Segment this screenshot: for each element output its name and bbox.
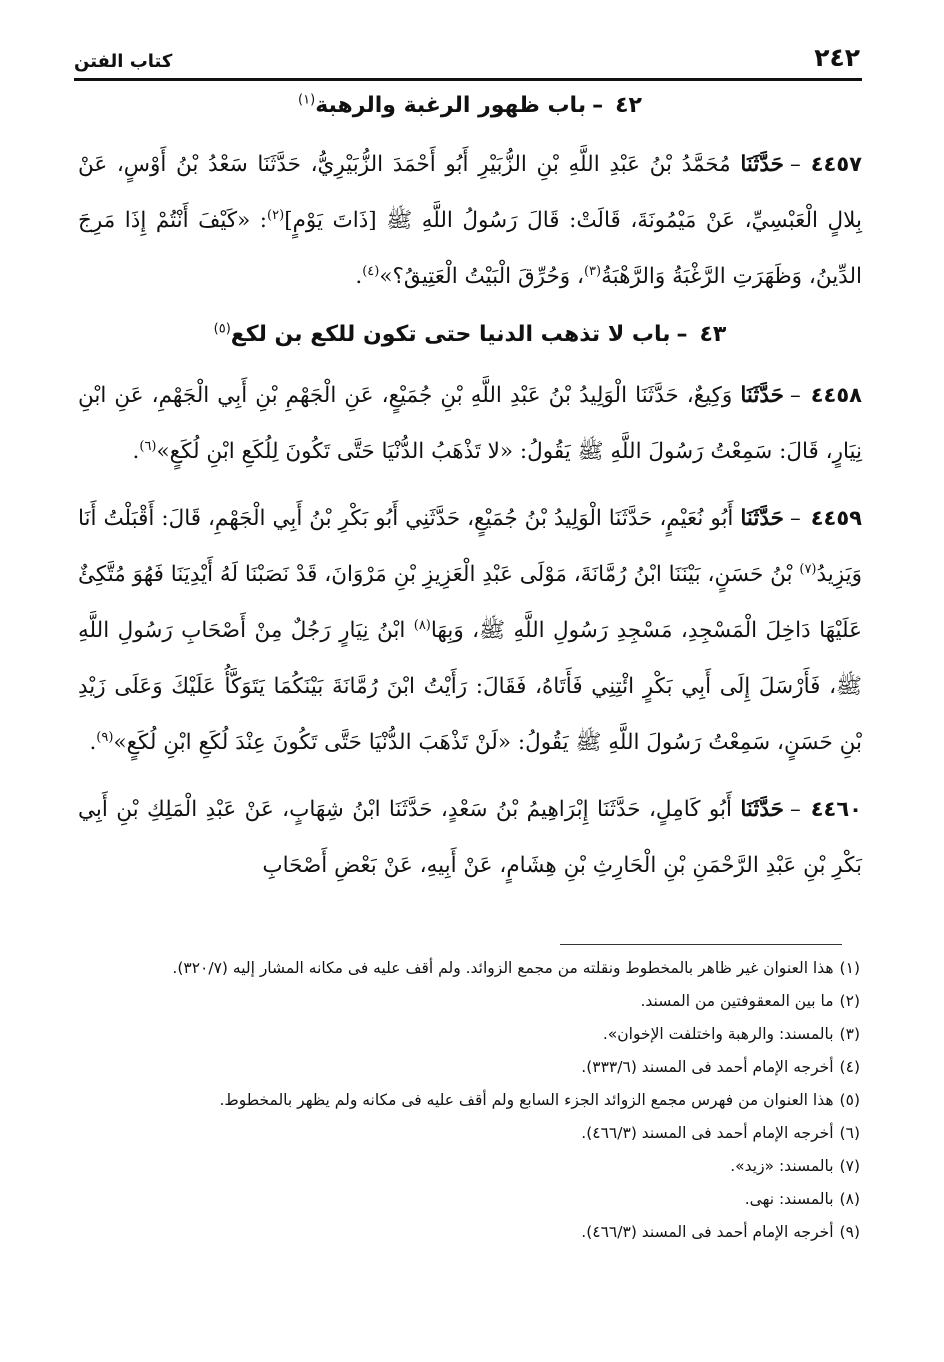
- hadith-text: مُحَمَّدُ بْنُ عَبْدِ اللَّهِ بْنِ الزُّبَيْرِ أَبُو أَحْمَدَ الزُّبَيْرِيُّ، حَدَّثَنَا سَعْدُ بْنُ أَوْسٍ، عَنْ بِلالٍ الْعَبْسِيِّ، عَنْ مَيْمُونَةَ، قَالَتْ: قَالَ رَسُولُ اللَّهِ ﷺ [ذَاتَ يَوْمٍ]: [78, 152, 862, 233]
- footnote-ref: (١): [298, 92, 316, 108]
- chapter-number: ٤٣: [699, 322, 727, 347]
- footnote-ref: (٦): [139, 438, 157, 454]
- footnote-text: هذا العنوان غير ظاهر بالمخطوط ونقلته من مجمع الزوائد. ولم أقف عليه فى مكانه المشار إليه (٣٢٠/٧).: [172, 959, 834, 977]
- hadith-text: أَبُو نُعَيْمٍ، حَدَّثَنَا الْوَلِيدُ بْنُ جُمَيْعٍ، حَدَّثَنِي أَبُو بَكْرِ بْنُ أَبِي الْجَهْمِ، قَالَ: أَقْبَلْتُ أَنَا وَيَزِيدُ: [78, 506, 862, 587]
- footnote-item: [82, 1183, 860, 1215]
- hadith-text: وَكِيعٌ، حَدَّثَنَا الْوَلِيدُ بْنُ عَبْدِ اللَّهِ بْنِ جُمَيْعٍ، عَنِ الْجَهْمِ بْنِ أَبِي الْجَهْمِ، عَنِ ابْنِ نِيَارٍ، قَالَ: سَمِعْتُ رَسُولَ اللَّهِ ﷺ يَقُولُ: «لا تَذْهَبُ الدُّنْيَا حَتَّى تَكُونَ لِلُكَعِ ابْنِ لُكَعٍ»: [78, 383, 862, 464]
- hadith-lead: حَدَّثَنَا: [740, 506, 784, 531]
- page-number: ٢٤٢: [814, 43, 860, 72]
- chapter-number: ٤٢: [615, 93, 642, 118]
- hadith-text: .: [89, 730, 97, 755]
- dash-separator: –: [676, 322, 688, 347]
- hadith-number: ٤٤٦٠: [810, 797, 863, 821]
- hadith-text: .: [355, 264, 363, 289]
- footnote-ref: (٥): [213, 321, 231, 337]
- dash-separator: –: [789, 383, 801, 408]
- hadith-text: .: [132, 439, 140, 464]
- footnote-ref: (٨): [413, 617, 431, 633]
- footnote-text: أخرجه الإمام أحمد فى المسند (٤٦٦/٣).: [581, 1124, 834, 1142]
- chapter-title: باب ظهور الرغبة والرهبة: [315, 93, 587, 118]
- footnote-ref: (٩): [96, 729, 114, 745]
- footnote-mark: (١): [839, 959, 860, 977]
- hadith-lead: حَدَّثَنَا: [740, 383, 784, 408]
- header-rule: [74, 78, 862, 81]
- main-text: [78, 86, 862, 904]
- footnote-ref: (٣): [583, 263, 602, 279]
- hadith-text: : «كَيْفَ أَنْتُمْ إِذَا مَرِجَ الدِّينُ، وَظَهَرَتِ الرَّغْبَةُ وَالرَّهْبَةُ: [78, 208, 862, 289]
- hadith-text: أَبُو كَامِلٍ، حَدَّثَنَا إِبْرَاهِيمُ بْنُ سَعْدٍ، حَدَّثَنَا ابْنُ شِهَابٍ، عَنْ عَبْدِ الْمَلِكِ بْنِ أَبِي بَكْرِ بْنِ عَبْدِ الرَّحْمَنِ بْنِ الْحَارِثِ بْنِ هِشَامٍ، عَنْ أَبِيهِ، عَنْ بَعْضِ أَصْحَابِ: [78, 797, 862, 878]
- running-header: [74, 36, 860, 72]
- footnote-ref: (٧): [799, 561, 817, 577]
- hadith-lead: حَدَّثَنَا: [740, 797, 784, 822]
- footnote-text: أخرجه الإمام أحمد فى المسند (٣٣٣/٦).: [581, 1058, 834, 1076]
- footnote-mark: (٢): [839, 992, 860, 1010]
- dash-separator: –: [789, 797, 801, 822]
- footnote-ref: (٤): [362, 263, 380, 279]
- hadith-4458: [78, 367, 862, 480]
- hadith-number: ٤٤٥٩: [810, 506, 862, 530]
- dash-separator: –: [789, 506, 801, 531]
- hadith-text: بْنُ حَسَنٍ، بَيْنَنَا ابْنُ رُمَّانَةَ، مَوْلَى عَبْدِ الْعَزِيزِ بْنِ مَرْوَانَ، قَدْ نَصَبْنَا لَهُ أَيْدِيَنَا فَهُوَ مُتَّكِئٌ عَلَيْهَا دَاخِلَ الْمَسْجِدِ، مَسْجِدِ رَسُولِ اللَّهِ ﷺ، وَبِهَا: [78, 562, 862, 643]
- footnote-item: [82, 1150, 860, 1182]
- footnotes: [82, 952, 860, 1249]
- hadith-4459: [78, 490, 862, 771]
- footnote-item: [82, 985, 860, 1017]
- footnote-mark: (٨): [839, 1190, 860, 1208]
- chapter-heading-42: [78, 86, 862, 130]
- footnote-item: [82, 1216, 860, 1248]
- footnote-item: [82, 1084, 860, 1116]
- hadith-4457: [78, 136, 862, 305]
- book-title: كتاب الفتن: [74, 51, 173, 72]
- footnote-text: بالمسند: «زيد».: [730, 1157, 834, 1175]
- footnote-text: بالمسند: نهى.: [744, 1190, 834, 1208]
- footnote-item: [82, 952, 860, 984]
- footnote-mark: (٤): [839, 1058, 860, 1076]
- footnote-ref: (٢): [267, 207, 285, 223]
- hadith-text: ، وَحُرِّقَ الْبَيْتُ الْعَتِيقُ؟»: [379, 264, 584, 289]
- chapter-heading-43: [78, 315, 862, 359]
- footnote-mark: (٧): [839, 1157, 860, 1175]
- footnote-mark: (٩): [839, 1223, 860, 1241]
- footnote-text: هذا العنوان من فهرس مجمع الزوائد الجزء السابع ولم أقف عليه فى مكانه ولم يظهر بالمخطوط.: [219, 1091, 834, 1109]
- dash-separator: –: [789, 152, 801, 177]
- footnote-mark: (٣): [839, 1025, 860, 1043]
- footnote-mark: (٥): [839, 1091, 860, 1109]
- footnote-text: أخرجه الإمام أحمد فى المسند (٤٦٦/٣).: [581, 1223, 834, 1241]
- hadith-4460: [78, 781, 862, 894]
- footnote-text: ما بين المعقوفتين من المسند.: [640, 992, 834, 1010]
- footnote-item: [82, 1018, 860, 1050]
- hadith-text: ابْنُ نِيَارٍ رَجُلٌ مِنْ أَصْحَابِ رَسُولِ اللَّهِ ﷺ، فَأَرْسَلَ إِلَى أَبِي بَكْرٍ ائْتِنِي فَأَتَاهُ، فَقَالَ: رَأَيْتُ ابْنَ رُمَّانَةَ بَيْنَكُمَا يَتَوَكَّأُ عَلَيْكَ وَعَلَى زَيْدِ بْنِ حَسَنٍ، سَمِعْتُ رَسُولَ اللَّهِ ﷺ يَقُولُ: «لَنْ تَذْهَبَ الدُّنْيَا حَتَّى تَكُونَ عِنْدَ لُكَعِ ابْنِ لُكَعٍ»: [78, 618, 862, 755]
- chapter-title: باب لا تذهب الدنيا حتى تكون للكع بن لكع: [230, 322, 671, 347]
- footnote-mark: (٦): [839, 1124, 860, 1142]
- footnote-text: بالمسند: والرهبة واختلفت الإخوان».: [602, 1025, 834, 1043]
- footnote-item: [82, 1051, 860, 1083]
- footnote-item: [82, 1117, 860, 1149]
- dash-separator: –: [592, 93, 604, 118]
- footnote-rule: [560, 944, 842, 945]
- hadith-number: ٤٤٥٧: [810, 152, 862, 176]
- hadith-number: ٤٤٥٨: [810, 383, 862, 407]
- hadith-lead: حَدَّثَنَا: [740, 152, 784, 177]
